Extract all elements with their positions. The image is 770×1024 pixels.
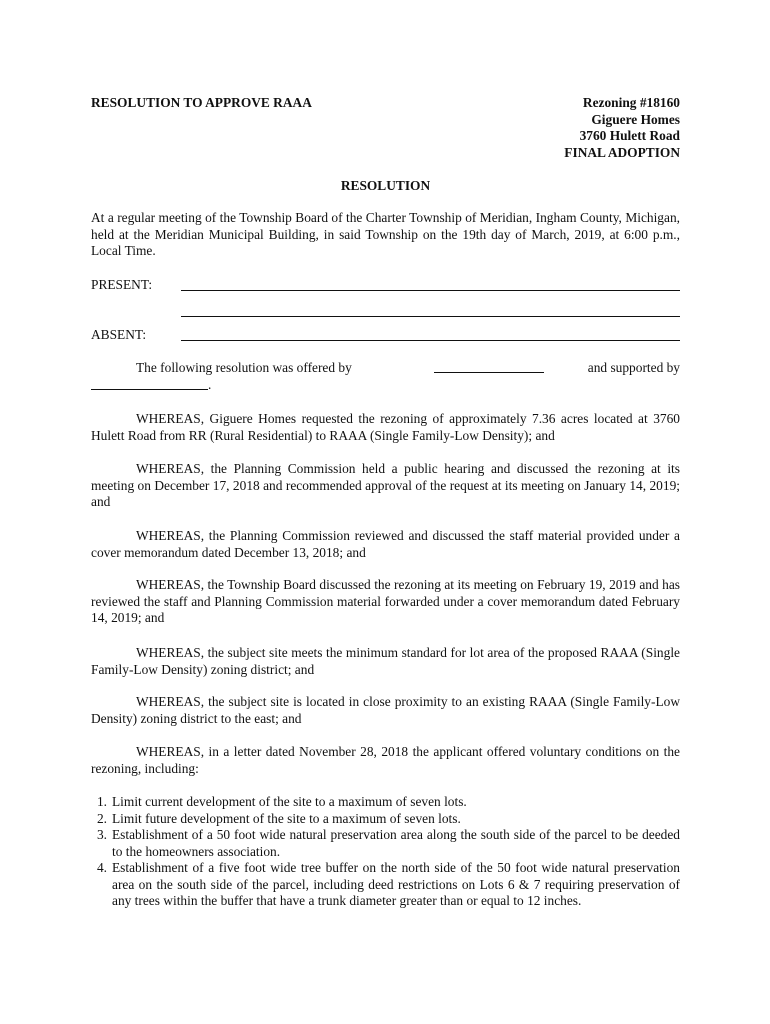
absent-blank-line (181, 340, 680, 341)
resolution-heading: RESOLUTION TO APPROVE RAAA (91, 95, 312, 110)
whereas-paragraph: WHEREAS, the Planning Commission reviewed and discussed the staff material provided under a cover memorandum dated December 13, 2018; and (91, 528, 680, 560)
list-item-text: Limit future development of the site to a maximum of seven lots. (112, 810, 461, 826)
adoption-stage: FINAL ADOPTION (564, 144, 680, 160)
present-row-2 (91, 303, 680, 320)
list-item-number: 2. (96, 810, 107, 826)
offered-by-blank (434, 360, 544, 373)
list-item (91, 860, 680, 910)
case-number: Rezoning #18160 (582, 95, 680, 110)
property-address: 3760 Hulett Road (579, 128, 680, 143)
absent-row (91, 327, 680, 344)
case-info-block (564, 95, 680, 161)
whereas-paragraph: WHEREAS, the subject site meets the minimum standard for lot area of the proposed RAAA (Single Family-Low Density) zoning district; and (91, 645, 680, 677)
applicant-name: Giguere Homes (591, 111, 680, 127)
list-item-number: 3. (96, 827, 107, 842)
offered-by-text: The following resolution was offered by (136, 360, 352, 375)
intro-paragraph: At a regular meeting of the Township Board of the Charter Township of Meridian, Ingham County, Michigan, held at the Meridian Municipal Building, in said Township on the 19th day of March, 2019, at 6:00 p.m., Local Time. (91, 210, 680, 258)
list-item-text: Limit current development of the site to a maximum of seven lots. (112, 794, 467, 809)
present-row (91, 277, 680, 294)
sentence-end: . (208, 377, 212, 392)
list-item (91, 794, 680, 811)
present-blank-line (181, 290, 680, 291)
list-item-number: 1. (96, 794, 107, 809)
list-item-text: Establishment of a 50 foot wide natural preservation area along the south side of the parcel to be deeded to the homeowners association. (112, 827, 680, 859)
whereas-paragraph: WHEREAS, Giguere Homes requested the rezoning of approximately 7.36 acres located at 3760 Hulett Road from RR (Rural Residential) to RAAA (Single Family-Low Density); and (91, 411, 680, 443)
list-item-text: Establishment of a five foot wide tree buffer on the north side of the 50 foot wide natural preservation area on the south side of the parcel, including deed restrictions on Lots 6 & 7 requiring preservation of any trees within the buffer that have a trunk diameter greater than or equal to 12 inches. (112, 860, 680, 908)
supported-by-blank (91, 377, 208, 390)
whereas-paragraph: WHEREAS, the Township Board discussed the rezoning at its meeting on February 19, 2019 and has reviewed the staff and Planning Commission material forwarded under a cover memorandum dated February 14, 2019; and (91, 577, 680, 625)
whereas-paragraph: WHEREAS, in a letter dated November 28, 2018 the applicant offered voluntary conditions on the rezoning, including: (91, 744, 680, 776)
document-title: RESOLUTION (340, 178, 431, 193)
conditions-list (91, 794, 680, 910)
absent-label: ABSENT: (91, 327, 147, 342)
list-item (91, 827, 680, 860)
supported-by-text: and supported by (587, 360, 680, 375)
whereas-paragraph: WHEREAS, the Planning Commission held a public hearing and discussed the rezoning at its meeting on December 17, 2018 and recommended approval of the request at its meeting on January 14, 2019; and (91, 461, 680, 509)
list-item-number: 4. (96, 860, 107, 875)
present-blank-line-2 (181, 316, 680, 317)
whereas-paragraph: WHEREAS, the subject site is located in close proximity to an existing RAAA (Single Family-Low Density) zoning district to the east; and (91, 694, 680, 726)
list-item (91, 811, 680, 828)
present-label: PRESENT: (91, 277, 153, 292)
offered-sentence (91, 360, 680, 394)
